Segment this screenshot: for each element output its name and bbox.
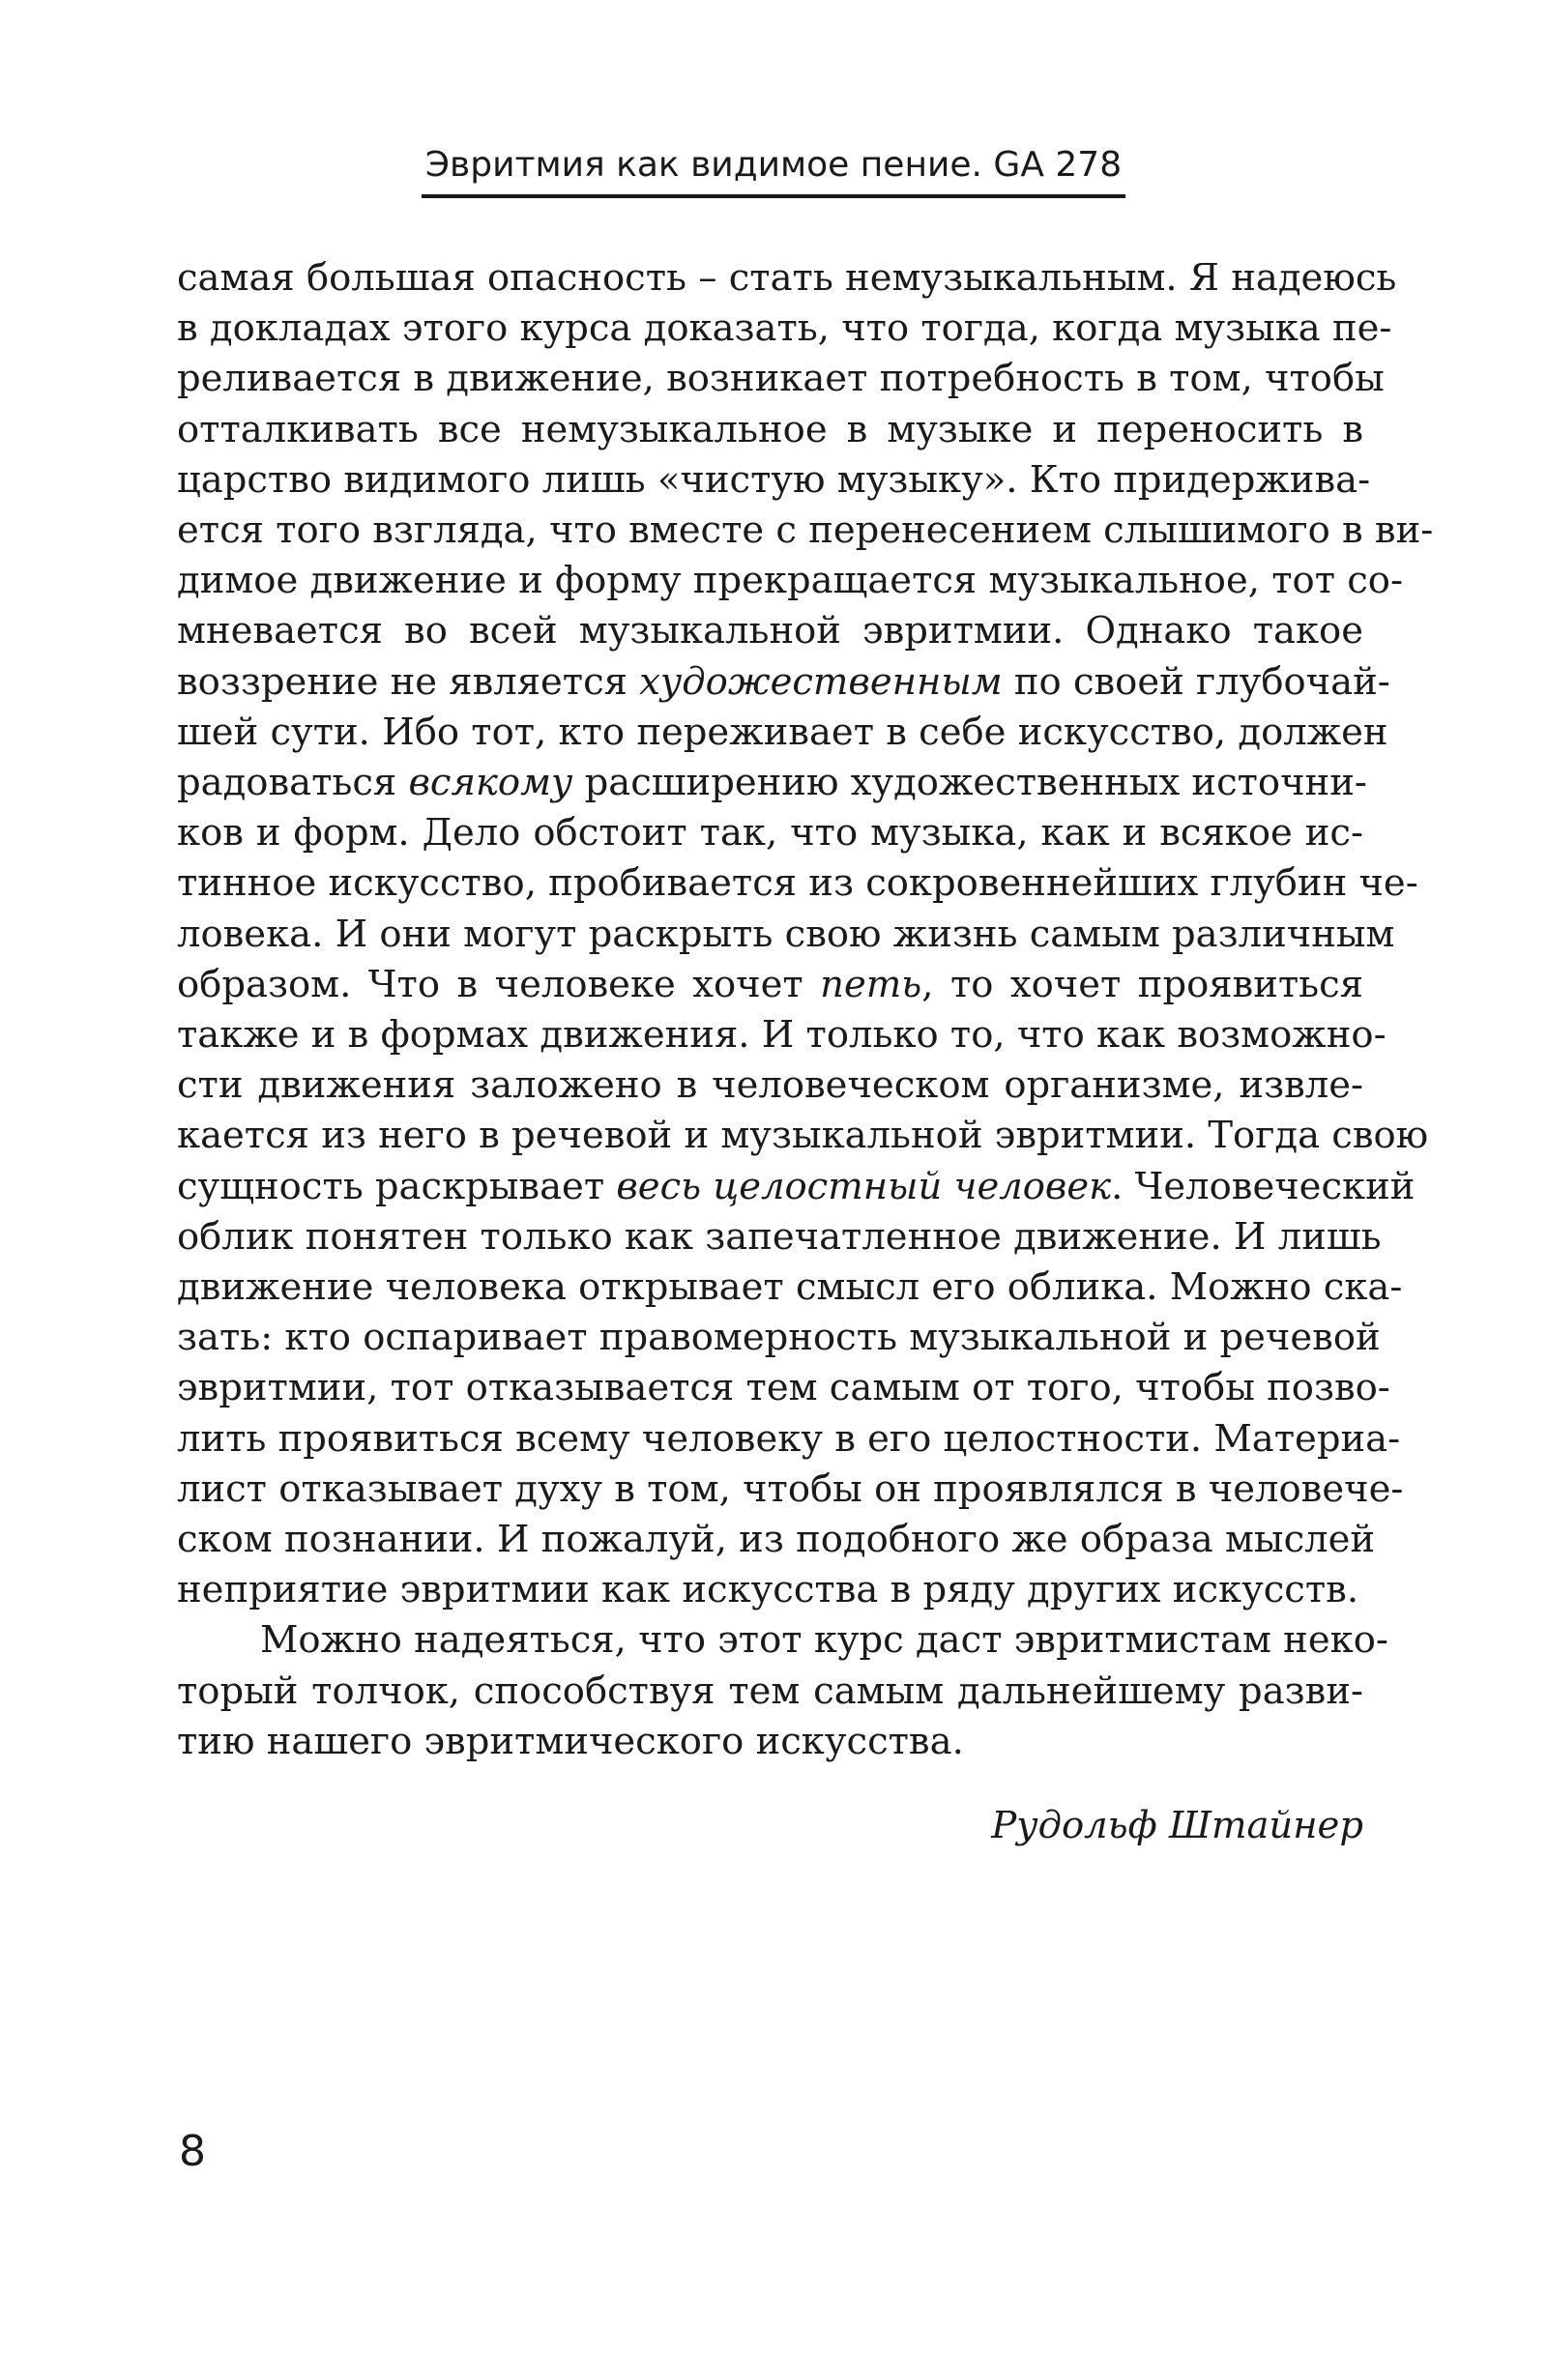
text-line: тинное искусство, пробивается из сокровеннейших глубин че-	[177, 861, 1418, 906]
author-signature: Рудольф Штайнер	[991, 1804, 1363, 1847]
running-title: Эвритмия как видимое пение. GA 278	[422, 145, 1125, 198]
text-line: Можно надеяться, что этот курс даст эвритмистам неко-	[260, 1618, 1388, 1663]
text-line: зать: кто оспаривает правомерность музыкальной и речевой	[177, 1316, 1381, 1360]
text-run: по своей глубочай-	[1002, 659, 1390, 704]
emphasis-text: весь целостный человек	[616, 1164, 1112, 1208]
text-line	[177, 960, 1363, 1010]
paragraph-2	[177, 1615, 1388, 1767]
text-line: царство видимого лишь «чистую музыку». Кто придержива-	[177, 457, 1371, 502]
text-line: тию нашего эвритмического искусства.	[177, 1719, 964, 1763]
text-line: ском познании. И пожалуй, из подобного же образа мыслей	[177, 1518, 1376, 1562]
text-line: сти движения заложено в человеческом организме, извле-	[177, 1063, 1363, 1108]
text-line: отталкивать все немузыкальное в музыке и переносить в	[177, 407, 1363, 451]
body-text	[177, 253, 1434, 1767]
text-line: облик понятен только как запечатленное движение. И лишь	[177, 1214, 1382, 1259]
text-line: лист отказывает духу в том, чтобы он проявлялся в человече-	[177, 1466, 1404, 1511]
text-line: торый толчок, способствуя тем самым дальнейшему разви-	[177, 1669, 1363, 1713]
page-number: 8	[179, 2127, 206, 2176]
text-line	[177, 1162, 1416, 1212]
text-line: в докладах этого курса доказать, что тогда, когда музыка пе-	[177, 306, 1392, 351]
text-run: воззрение не является	[177, 659, 640, 704]
text-line	[177, 758, 1367, 808]
text-line: лить проявиться всему человеку в его целостности. Материа-	[177, 1416, 1401, 1461]
text-line: самая большая опасность – стать немузыкальным. Я надеюсь	[177, 256, 1397, 300]
text-run: . Человеческий	[1111, 1164, 1416, 1208]
emphasis-text: художественным	[639, 659, 1003, 704]
text-line: также и в формах движения. И только то, что как возможно-	[177, 1013, 1386, 1058]
text-line: ется того взгляда, что вместе с перенесением слышимого в ви-	[177, 508, 1434, 553]
text-line: ловека. И они могут раскрыть свою жизнь самым различным	[177, 912, 1395, 956]
text-line: неприятие эвритмии как искусства в ряду других искусств.	[177, 1568, 1359, 1612]
text-line: реливается в движение, возникает потребность в том, чтобы	[177, 357, 1385, 401]
text-line: шей сути. Ибо тот, кто переживает в себе искусство, должен	[177, 710, 1388, 754]
text-line: ков и форм. Дело обстоит так, что музыка, как и всякое ис-	[177, 811, 1363, 856]
text-line: эвритмии, тот отказывается тем самым от того, чтобы позво-	[177, 1366, 1390, 1410]
text-line: димое движение и форму прекращается музыкальное, тот со-	[177, 559, 1403, 603]
text-run: расширению художественных источни-	[572, 761, 1367, 805]
text-line: мневается во всей музыкальной эвритмии. Однако такое	[177, 609, 1363, 653]
running-head	[0, 145, 1547, 198]
paragraph-1	[177, 253, 1434, 1615]
text-run: сущность раскрывает	[177, 1164, 617, 1208]
text-run: , то хочет проявиться	[921, 962, 1363, 1006]
text-line: движение человека открывает смысл его облика. Можно ска-	[177, 1265, 1403, 1310]
text-run: образом. Что в человеке хочет	[177, 962, 821, 1006]
text-run: радоваться	[177, 761, 409, 805]
text-line	[177, 657, 1390, 708]
emphasis-text: всякому	[408, 761, 573, 805]
text-line: кается из него в речевой и музыкальной эвритмии. Тогда свою	[177, 1114, 1429, 1158]
emphasis-text: петь	[820, 962, 922, 1006]
